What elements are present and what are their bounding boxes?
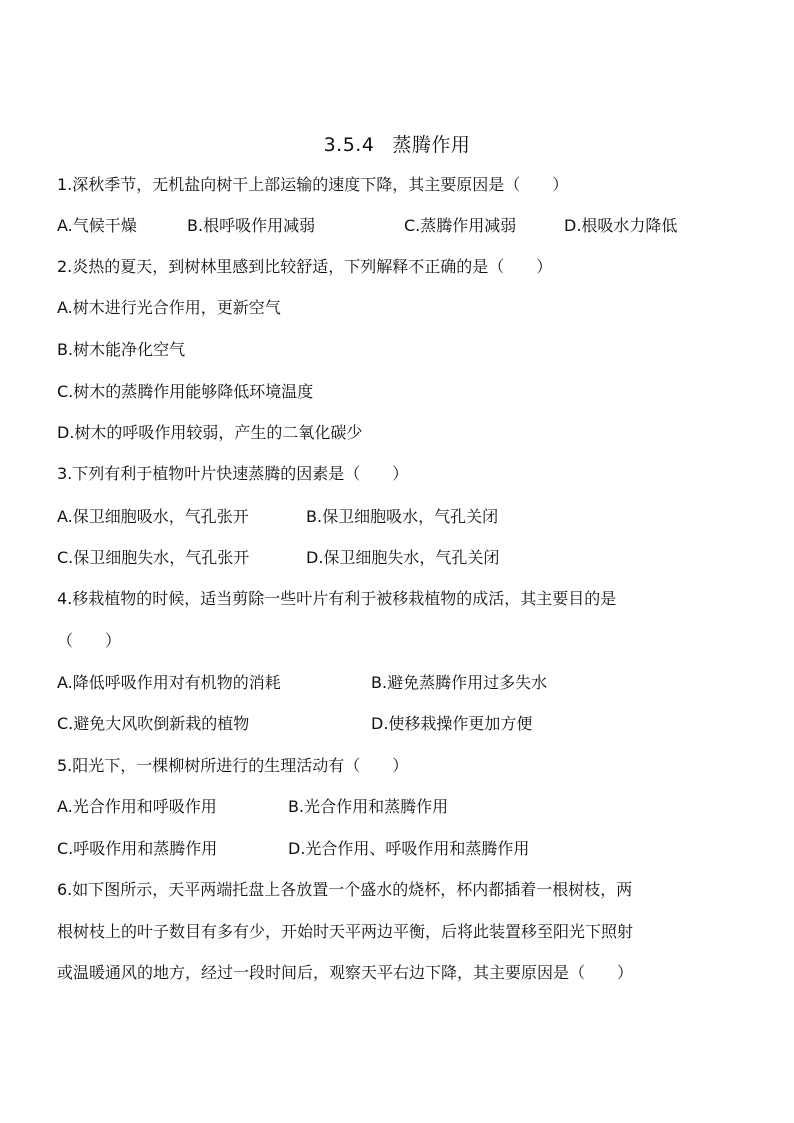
question-3-option-b: B.保卫细胞吸水，气孔关闭 bbox=[306, 507, 499, 526]
question-1-options bbox=[57, 215, 677, 237]
question-2-option-d: D.树木的呼吸作用较弱，产生的二氧化碳少 bbox=[57, 423, 363, 442]
question-5-option-c: C.呼吸作用和蒸腾作用 bbox=[57, 839, 218, 858]
question-1-option-d: D.根吸水力降低 bbox=[564, 216, 678, 235]
question-3-option-d: D.保卫细胞失水，气孔关闭 bbox=[306, 548, 500, 567]
question-1-option-a: A.气候干燥 bbox=[57, 216, 137, 235]
question-4-option-d: D.使移栽操作更加方便 bbox=[371, 714, 533, 733]
question-5-options-row-2 bbox=[57, 838, 529, 860]
question-5-option-b: B.光合作用和蒸腾作用 bbox=[288, 797, 449, 816]
question-4-stem-line-1: 4.移栽植物的时候，适当剪除一些叶片有利于被移栽植物的成活，其主要目的是 bbox=[57, 589, 617, 608]
question-4-option-a: A.降低呼吸作用对有机物的消耗 bbox=[57, 673, 281, 692]
question-5-options-row-1 bbox=[57, 796, 448, 818]
question-5-stem: 5.阳光下，一棵柳树所进行的生理活动有（ ） bbox=[57, 756, 409, 775]
page-title bbox=[0, 130, 794, 157]
question-3-option-c: C.保卫细胞失水，气孔张开 bbox=[57, 548, 250, 567]
question-4-options-row-1 bbox=[57, 672, 547, 694]
question-6-stem-line-2: 根树枝上的叶子数目有多有少，开始时天平两边平衡，后将此装置移至阳光下照射 bbox=[57, 922, 634, 941]
question-2-stem: 2.炎热的夏天，到树林里感到比较舒适，下列解释不正确的是（ ） bbox=[57, 257, 553, 276]
question-2-option-a: A.树木进行光合作用，更新空气 bbox=[57, 298, 281, 317]
question-6-stem-line-1: 6.如下图所示，天平两端托盘上各放置一个盛水的烧杯，杯内都插着一根树枝，两 bbox=[57, 880, 633, 899]
question-5-option-d: D.光合作用、呼吸作用和蒸腾作用 bbox=[288, 839, 530, 858]
question-4-stem-line-2: （ ） bbox=[57, 631, 122, 650]
question-2-option-b: B.树木能净化空气 bbox=[57, 340, 186, 359]
question-4-option-c: C.避免大风吹倒新栽的植物 bbox=[57, 714, 250, 733]
section-title: 蒸腾作用 bbox=[392, 134, 471, 156]
question-3-options-row-1 bbox=[57, 506, 498, 528]
question-3-option-a: A.保卫细胞吸水，气孔张开 bbox=[57, 507, 249, 526]
question-2-option-c: C.树木的蒸腾作用能够降低环境温度 bbox=[57, 382, 314, 401]
question-3-options-row-2 bbox=[57, 547, 499, 569]
question-5-option-a: A.光合作用和呼吸作用 bbox=[57, 797, 217, 816]
question-1-stem: 1.深秋季节，无机盐向树干上部运输的速度下降，其主要原因是（ ） bbox=[57, 175, 569, 194]
question-4-options-row-2 bbox=[57, 713, 532, 735]
section-number: 3.5.4 bbox=[323, 134, 375, 156]
question-3-stem: 3.下列有利于植物叶片快速蒸腾的因素是（ ） bbox=[57, 464, 409, 483]
question-4-option-b: B.避免蒸腾作用过多失水 bbox=[371, 673, 548, 692]
question-1-option-b: B.根呼吸作用减弱 bbox=[187, 216, 316, 235]
question-1-option-c: C.蒸腾作用减弱 bbox=[404, 216, 517, 235]
question-6-stem-line-3: 或温暖通风的地方，经过一段时间后，观察天平右边下降，其主要原因是（ ） bbox=[57, 963, 634, 982]
